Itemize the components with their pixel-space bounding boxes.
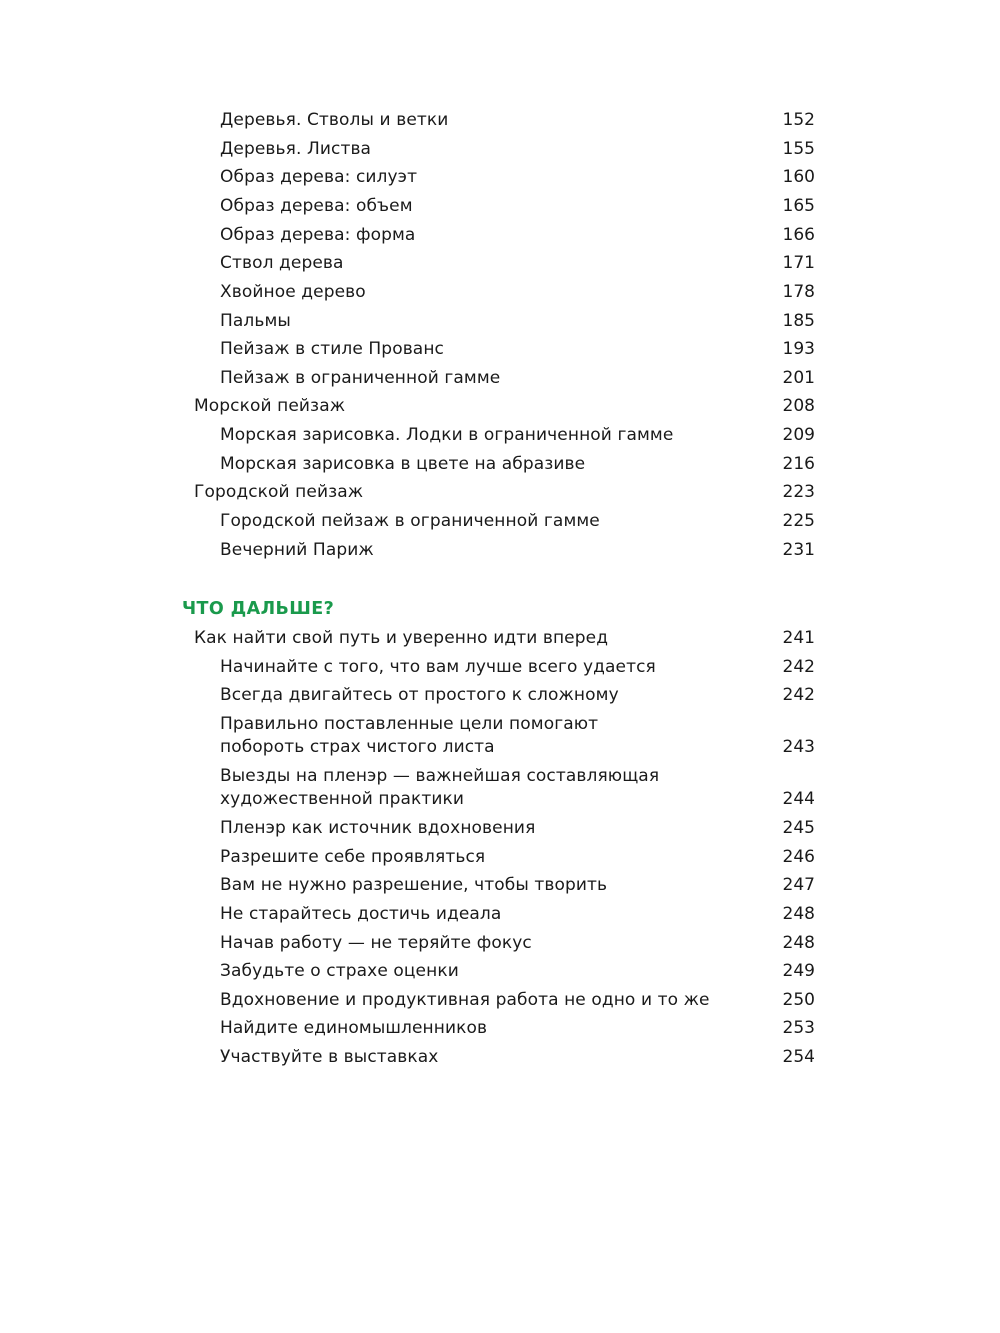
toc-entry-title: Деревья. Листва	[220, 139, 372, 159]
toc-entry-title: Морская зарисовка. Лодки в ограниченной гамме	[220, 425, 674, 445]
toc-entry-title: Начинайте с того, что вам лучше всего удается	[220, 657, 656, 677]
toc-entry-title: Всегда двигайтесь от простого к сложному	[220, 685, 619, 705]
toc-entry-title: Выезды на пленэр — важнейшая составляющая	[220, 766, 660, 786]
toc-entry-title: Пейзаж в ограниченной гамме	[220, 368, 501, 388]
toc-entry-page: 250	[782, 990, 815, 1010]
toc-entry-page: 166	[782, 225, 815, 245]
toc-entry-page: 245	[782, 818, 815, 838]
toc-chapter-title: Морской пейзаж	[194, 396, 346, 416]
toc-entry-page: 178	[782, 282, 815, 302]
toc-entry-title: Городской пейзаж в ограниченной гамме	[220, 511, 600, 531]
toc-entry-page: 193	[782, 339, 815, 359]
toc-chapter-title: Как найти свой путь и уверенно идти вперед	[194, 628, 609, 648]
toc-entry-title: Не старайтесь достичь идеала	[220, 904, 502, 924]
toc-entry-title: Пальмы	[220, 311, 291, 331]
toc-entry-title: Вам не нужно разрешение, чтобы творить	[220, 875, 608, 895]
toc-entry-title: Забудьте о страхе оценки	[220, 961, 459, 981]
toc-entry-title: Пленэр как источник вдохновения	[220, 818, 536, 838]
toc-entry-title: Образ дерева: силуэт	[220, 167, 418, 187]
toc-entry-page: 209	[782, 425, 815, 445]
toc-entry-title: Пейзаж в стиле Прованс	[220, 339, 444, 359]
toc-entry-page: 155	[782, 139, 815, 159]
toc-entry-title: Морская зарисовка в цвете на абразиве	[220, 454, 586, 474]
toc-entry-page: 231	[782, 540, 815, 560]
toc-entry-page: 254	[782, 1047, 815, 1067]
toc-entry-page: 160	[782, 167, 815, 187]
toc-entry-title: Образ дерева: объем	[220, 196, 413, 216]
toc-entry-title: Ствол дерева	[220, 253, 344, 273]
toc-entry-title: Хвойное дерево	[220, 282, 366, 302]
toc-entry-page: 185	[782, 311, 815, 331]
toc-entry-page: 243	[782, 737, 815, 757]
toc-section-heading: ЧТО ДАЛЬШЕ?	[182, 599, 335, 619]
toc-entry-page: 241	[782, 628, 815, 648]
toc-entry-title: Деревья. Стволы и ветки	[220, 110, 449, 130]
toc-entry-page: 216	[782, 454, 815, 474]
toc-entry-title: Начав работу — не теряйте фокус	[220, 933, 532, 953]
toc-entry-title: Правильно поставленные цели помогают	[220, 714, 599, 734]
toc-entry-page: 248	[782, 933, 815, 953]
toc-entry-title-line2: побороть страх чистого листа	[220, 737, 495, 757]
toc-entry-page: 208	[782, 396, 815, 416]
toc-entry-page: 242	[782, 657, 815, 677]
toc-chapter-title: Городской пейзаж	[194, 482, 364, 502]
toc-entry-title: Найдите единомышленников	[220, 1018, 488, 1038]
toc-entry-title: Образ дерева: форма	[220, 225, 416, 245]
toc-entry-page: 242	[782, 685, 815, 705]
toc-entry-page: 244	[782, 789, 815, 809]
toc-entry-page: 223	[782, 482, 815, 502]
toc-entry-page: 171	[782, 253, 815, 273]
toc-entry-page: 225	[782, 511, 815, 531]
toc-entry-page: 201	[782, 368, 815, 388]
toc-entry-page: 249	[782, 961, 815, 981]
toc-entry-title: Вечерний Париж	[220, 540, 374, 560]
toc-entry-page: 248	[782, 904, 815, 924]
toc-entry-title: Вдохновение и продуктивная работа не одно и то же	[220, 990, 710, 1010]
toc-entry-page: 253	[782, 1018, 815, 1038]
toc-entry-title: Разрешите себе проявляться	[220, 847, 486, 867]
toc-entry-page: 247	[782, 875, 815, 895]
toc-entry-title-line2: художественной практики	[220, 789, 465, 809]
toc-entry-title: Участвуйте в выставках	[220, 1047, 439, 1067]
toc-entry-page: 152	[782, 110, 815, 130]
toc-entry-page: 246	[782, 847, 815, 867]
toc-entry-page: 165	[782, 196, 815, 216]
